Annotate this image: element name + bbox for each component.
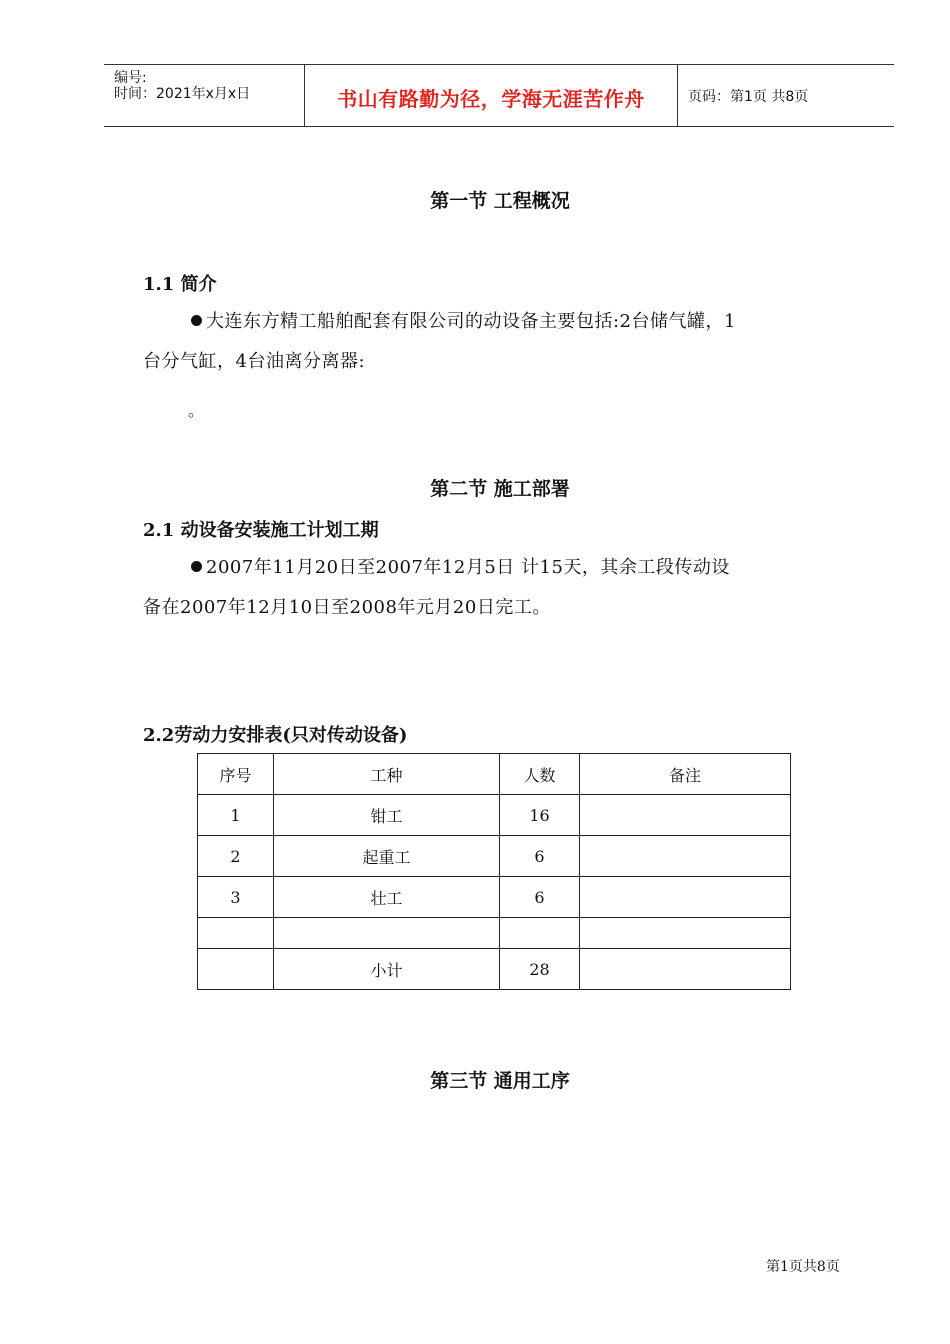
paragraph-text: 2007年11月20日至2007年12月5日 计15天，其余工段传动设 <box>206 557 730 578</box>
table-cell: 6 <box>500 836 580 877</box>
table-cell: 6 <box>500 877 580 918</box>
table-cell <box>580 836 791 877</box>
header-right-cell <box>678 65 894 126</box>
paragraph-line <box>143 302 859 342</box>
page-header <box>104 64 894 127</box>
subsection-2-1-paragraph <box>143 548 859 628</box>
section-2-title: 第二节 施工部署 <box>430 478 570 500</box>
table-cell: 起重工 <box>274 836 500 877</box>
subsection-1-1-paragraph <box>143 302 859 382</box>
paragraph-text: 大连东方精工船舶配套有限公司的动设备主要包括:2台储气罐，1 <box>206 311 736 332</box>
table-cell: 3 <box>198 877 274 918</box>
labor-table <box>197 753 791 990</box>
bullet-icon <box>191 315 202 326</box>
table-header-cell: 序号 <box>198 754 274 795</box>
table-row <box>198 836 791 877</box>
subsection-2-1-title: 2.1 动设备安装施工计划工期 <box>143 520 379 541</box>
header-left-cell <box>104 65 305 126</box>
stray-period: 。 <box>188 401 205 420</box>
table-cell <box>500 918 580 949</box>
table-cell <box>580 918 791 949</box>
table-cell <box>580 795 791 836</box>
table-cell <box>198 918 274 949</box>
table-cell: 小计 <box>274 949 500 990</box>
header-page-info: 页码：第1页 共8页 <box>688 89 809 105</box>
bullet-icon <box>191 561 202 572</box>
table-header-cell: 工种 <box>274 754 500 795</box>
table-cell <box>274 918 500 949</box>
table-cell: 壮工 <box>274 877 500 918</box>
section-1-title: 第一节 工程概况 <box>430 190 570 212</box>
section-3-title: 第三节 通用工序 <box>430 1070 570 1092</box>
paragraph-line: 备在2007年12月10日至2008年元月20日完工。 <box>143 597 551 618</box>
date-label: 时间：2021年x月x日 <box>114 86 251 102</box>
table-cell <box>198 949 274 990</box>
table-cell: 16 <box>500 795 580 836</box>
subsection-2-2-title: 2.2劳动力安排表(只对传动设备) <box>143 725 408 746</box>
table-row <box>198 795 791 836</box>
table-cell: 钳工 <box>274 795 500 836</box>
table-cell <box>580 877 791 918</box>
subsection-1-1-title: 1.1 简介 <box>143 274 217 295</box>
table-cell: 1 <box>198 795 274 836</box>
page-footer-number: 第1页共8页 <box>766 1259 840 1275</box>
header-center-cell <box>305 65 678 126</box>
header-motto: 书山有路勤为径，学海无涯苦作舟 <box>337 87 645 111</box>
table-header-cell: 人数 <box>500 754 580 795</box>
table-cell: 28 <box>500 949 580 990</box>
table-row <box>198 918 791 949</box>
table-header-cell: 备注 <box>580 754 791 795</box>
table-cell <box>580 949 791 990</box>
serial-label: 编号: <box>114 70 147 86</box>
table-row <box>198 877 791 918</box>
paragraph-line: 台分气缸，4台油离分离器: <box>143 351 366 372</box>
table-cell: 2 <box>198 836 274 877</box>
table-row-subtotal <box>198 949 791 990</box>
table-header-row <box>198 754 791 795</box>
paragraph-line <box>143 548 859 588</box>
